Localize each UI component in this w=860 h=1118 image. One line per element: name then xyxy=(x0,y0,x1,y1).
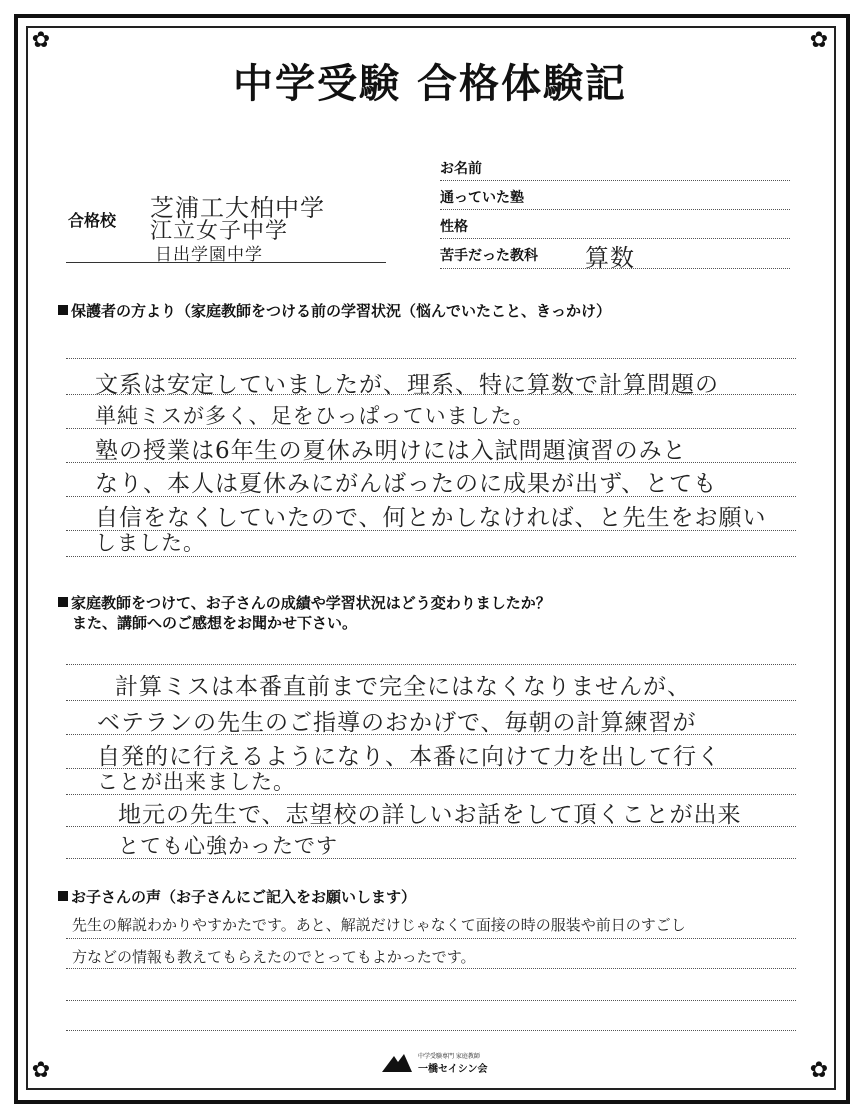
section2-heading-line1: 家庭教師をつけて、お子さんの成績や学習状況はどう変わりましたか？ xyxy=(71,594,551,612)
bullet-square-icon xyxy=(58,305,68,315)
section1-rule xyxy=(66,358,796,359)
logo-subtitle: 中学受験専門 家庭教師 xyxy=(418,1053,480,1060)
section1-rule xyxy=(66,394,796,395)
corner-ornament-icon: ✿ xyxy=(31,1058,51,1083)
corner-ornament-icon: ✿ xyxy=(809,28,829,53)
section1-heading-text: 保護者の方より（家庭教師をつける前の学習状況（悩んでいたこと、きっかけ） xyxy=(71,302,612,320)
section3-line-2: 方などの情報も教えてもらえたのでとってもよかったです。 xyxy=(72,948,476,966)
logo-text: 一橋セイシン会 xyxy=(418,1064,488,1075)
school-3: 日出学園中学 xyxy=(155,245,263,265)
section1-rule xyxy=(66,556,796,557)
school-1: 芝浦工大柏中学 xyxy=(150,194,325,222)
section2-line-4: ことが出来ました。 xyxy=(97,770,295,794)
section1-line-1: 文系は安定していましたが、理系、特に算数で計算問題の xyxy=(95,372,719,398)
gender-label: 性格 xyxy=(440,219,468,235)
school-underline xyxy=(66,262,386,263)
cram-label: 通っていた塾 xyxy=(440,190,524,206)
section1-line-5: 自信をなくしていたので、何とかしなければ、と先生をお願い xyxy=(95,505,767,531)
bullet-square-icon xyxy=(58,891,68,901)
bullet-square-icon xyxy=(58,597,68,607)
section1-rule xyxy=(66,428,796,429)
section2-rule xyxy=(66,794,796,795)
section1-line-6: しました。 xyxy=(95,531,205,555)
section2-line-2: ベテランの先生のご指導のおかげで、毎朝の計算練習が xyxy=(97,710,697,736)
weak-subject-line xyxy=(440,268,790,269)
school-label: 合格校 xyxy=(68,211,117,230)
weak-subject-value: 算数 xyxy=(585,244,635,272)
section1-rule xyxy=(66,496,796,497)
section3-rule xyxy=(66,938,796,939)
section2-rule xyxy=(66,858,796,859)
corner-ornament-icon: ✿ xyxy=(809,1058,829,1083)
section1-heading xyxy=(58,300,611,321)
section1-line-4: なり、本人は夏休みにがんばったのに成果が出ず、とても xyxy=(95,471,718,497)
section1-rule xyxy=(66,462,796,463)
section3-rule xyxy=(66,968,796,969)
section3-rule xyxy=(66,1030,796,1031)
section3-heading xyxy=(58,886,416,907)
section3-heading-text: お子さんの声（お子さんにご記入をお願いします） xyxy=(71,888,417,906)
section2-rule xyxy=(66,826,796,827)
page-title: 中学受験 合格体験記 xyxy=(233,61,627,107)
section2-heading-line2: また、講師へのご感想をお聞かせ下さい。 xyxy=(72,614,358,632)
name-label: お名前 xyxy=(440,161,482,177)
section1-line-3: 塾の授業は6年生の夏休み明けには入試問題演習のみと xyxy=(95,438,687,464)
section2-heading xyxy=(58,592,551,613)
corner-ornament-icon: ✿ xyxy=(31,28,51,53)
name-line xyxy=(440,180,790,181)
weak-subject-label: 苦手だった教科 xyxy=(440,248,538,264)
section2-line-6: とても心強かったです xyxy=(118,834,338,858)
section1-line-2: 単純ミスが多く、足をひっぱっていました。 xyxy=(95,404,535,428)
section3-line-1: 先生の解説わかりやすかたです。あと、解説だけじゃなくて面接の時の服装や前日のすごし xyxy=(72,916,686,934)
section2-line-1: 計算ミスは本番直前まで完全にはなくなりませんが、 xyxy=(115,674,691,700)
section2-line-3: 自発的に行えるようになり、本番に向けて力を出して行く xyxy=(97,744,721,770)
section2-rule xyxy=(66,734,796,735)
section3-rule xyxy=(66,1000,796,1001)
cram-line xyxy=(440,209,790,210)
school-2: 江立女子中学 xyxy=(150,219,289,244)
section2-rule xyxy=(66,664,796,665)
section2-rule xyxy=(66,700,796,701)
section2-line-5: 地元の先生で、志望校の詳しいお話をして頂くことが出来 xyxy=(118,802,742,828)
